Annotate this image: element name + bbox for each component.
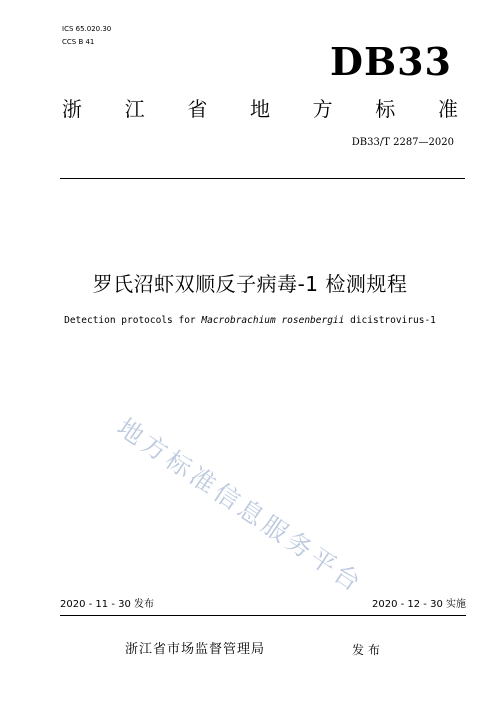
issuing-authority: 浙江省市场监督管理局 (125, 642, 266, 657)
issue-date: 2020 - 11 - 30 发布 (60, 599, 155, 610)
implementation-date: 2020 - 12 - 30 实施 (371, 599, 466, 610)
bottom-divider (60, 615, 466, 616)
issuer-title-char: 江 (124, 97, 145, 121)
document-title-chinese: 罗氏沼虾双顺反子病毒-1 检测规程 (92, 272, 408, 296)
issuer-title (62, 96, 458, 122)
issuer-title-char: 标 (375, 97, 396, 121)
title-en-prefix: Detection protocols for (64, 315, 202, 326)
watermark-text: 地方标准信息服务平台 (112, 412, 369, 599)
publish-label: 发布 (352, 643, 385, 657)
title-en-species: Macrobrachium rosenbergii (201, 315, 345, 326)
top-divider (60, 178, 465, 179)
document-title-english (0, 314, 500, 327)
standard-number: DB33/T 2287—2020 (351, 137, 454, 148)
standard-mark: DB33 (330, 39, 452, 84)
issuer-title-char: 省 (187, 97, 208, 121)
issuer-title-char: 浙 (62, 97, 82, 121)
issuer-title-char: 地 (249, 97, 270, 121)
title-en-suffix: dicistrovirus-1 (344, 315, 436, 326)
issuer-title-char: 方 (312, 97, 333, 121)
issuer-title-char: 准 (437, 97, 458, 121)
ics-code: ICS 65.020.30 (62, 25, 112, 33)
ccs-code: CCS B 41 (62, 38, 95, 46)
